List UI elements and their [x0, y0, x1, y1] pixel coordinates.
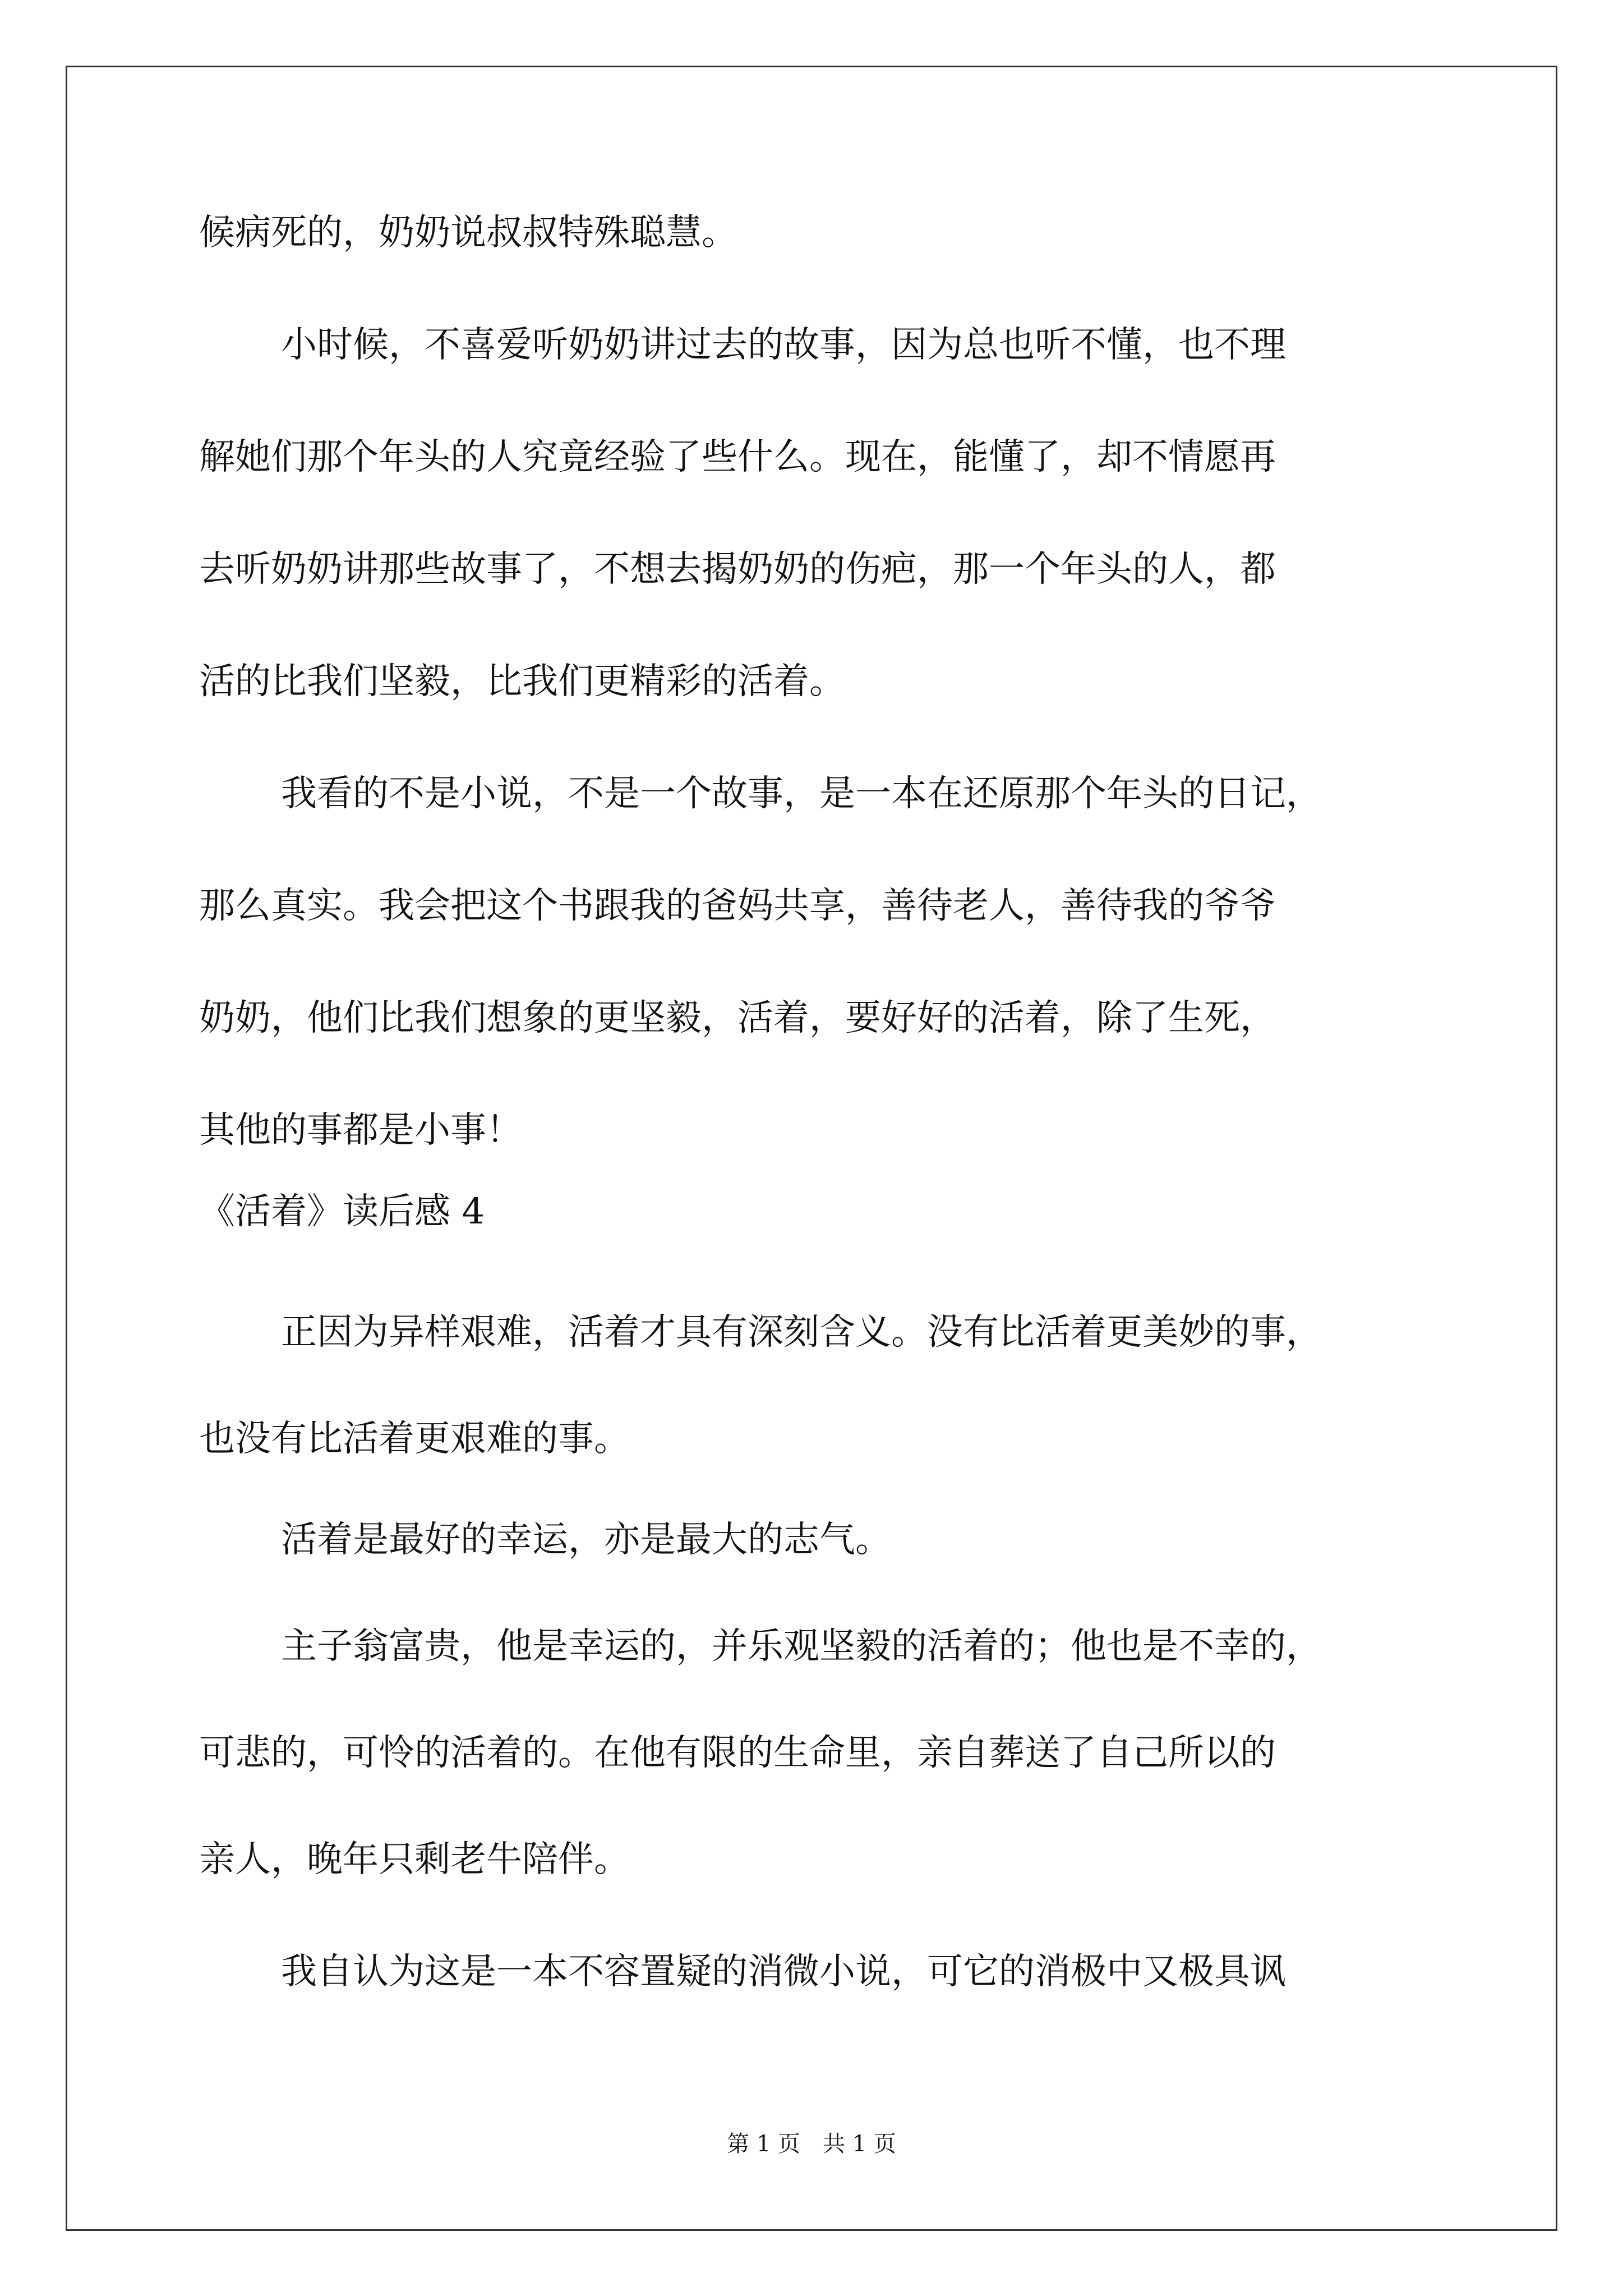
text-line: 正因为异样艰难，活着才具有深刻含义。没有比活着更美妙的事， — [281, 1312, 1322, 1353]
text-line: 亲人，晚年只剩老牛陪伴。 — [199, 1839, 630, 1880]
text-line: 解她们那个年头的人究竟经验了些什么。现在，能懂了，却不情愿再 — [199, 436, 1276, 478]
text-line: 活的比我们坚毅，比我们更精彩的活着。 — [199, 661, 845, 702]
text-line: 小时候，不喜爱听奶奶讲过去的故事，因为总也听不懂，也不理 — [281, 324, 1286, 366]
text-line: 活着是最好的幸运，亦是最大的志气。 — [281, 1519, 891, 1561]
text-line: 我自认为这是一本不容置疑的消微小说，可它的消极中又极具讽 — [281, 1951, 1286, 1993]
section-heading: 《活着》读后感 4 — [199, 1191, 485, 1232]
text-line: 我看的不是小说，不是一个故事，是一本在还原那个年头的日记， — [281, 773, 1322, 815]
text-line: 那么真实。我会把这个书跟我的爸妈共享，善待老人，善待我的爷爷 — [199, 885, 1276, 927]
text-line: 主子翁富贵，他是幸运的，并乐观坚毅的活着的；他也是不幸的， — [281, 1626, 1322, 1667]
text-line: 可悲的，可怜的活着的。在他有限的生命里，亲自葬送了自己所以的 — [199, 1732, 1276, 1774]
text-line: 也没有比活着更艰难的事。 — [199, 1418, 630, 1460]
text-line: 去听奶奶讲那些故事了，不想去揭奶奶的伤疤，那一个年头的人，都 — [199, 549, 1276, 590]
page-number-footer: 第 1 页 共 1 页 — [727, 2131, 896, 2157]
text-line: 奶奶，他们比我们想象的更坚毅，活着，要好好的活着，除了生死， — [199, 997, 1276, 1039]
text-line: 候病死的，奶奶说叔叔特殊聪慧。 — [199, 212, 737, 254]
text-line: 其他的事都是小事！ — [199, 1110, 522, 1151]
